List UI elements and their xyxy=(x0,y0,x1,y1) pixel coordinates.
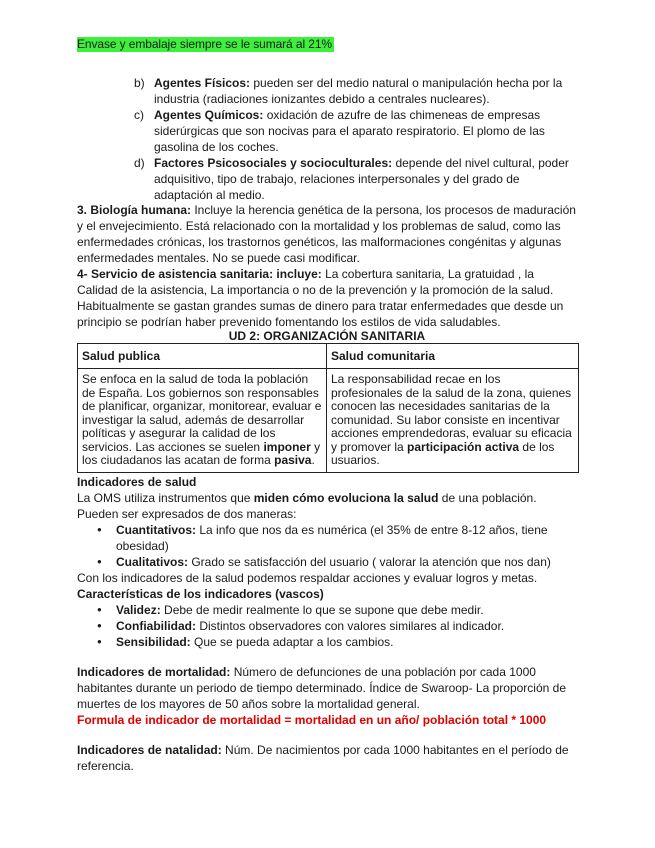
definition: Debe de medir realmente lo que se supone que debe medir. xyxy=(160,603,484,617)
highlight-note xyxy=(77,36,577,52)
table-row xyxy=(78,369,579,473)
bullet-list xyxy=(77,602,577,650)
list-item xyxy=(77,75,577,107)
definition: Número de defunciones de una población por cada 1000 habitantes durante un periodo de tiempo determinado. Índice de Swaroop- La proporción de muertes de los mayores de 50 años sobre la mortalidad general. xyxy=(77,665,566,711)
term: Validez: xyxy=(116,603,161,617)
indicadores-section xyxy=(77,474,577,586)
list-item xyxy=(77,634,577,650)
caracteristicas-section xyxy=(77,586,577,650)
list-marker: c) xyxy=(134,108,144,122)
section-title: UD 2: ORGANIZACIÓN SANITARIA xyxy=(228,329,426,343)
mortalidad-paragraph xyxy=(77,664,577,712)
term: Factores Psicosociales y socioculturales: xyxy=(154,156,393,170)
cell-text: La responsabilidad recae en los profesionales de la salud de la zona, quienes conocen las necesidades sanitarias de la comunidad. Su labor consiste en incentivar acciones emprendedoras, evaluar su eficacia y promover la xyxy=(331,372,572,454)
list-item xyxy=(77,155,577,203)
table-header-row xyxy=(78,344,579,369)
term: Agentes Físicos: xyxy=(154,76,251,90)
term: Agentes Químicos: xyxy=(154,108,264,122)
table-cell xyxy=(78,369,327,473)
list-item xyxy=(77,554,577,570)
bold-text: miden cómo evoluciona la salud xyxy=(253,491,439,505)
definition: La cobertura sanitaria, La gratuidad , la Calidad de la asistencia, La importancia o no de la prevención y la promoción de la salud. Habitualmente se gastan grandes sumas de dinero para tratar enfermedades que desde un principio se podrían haber prevenido fomentando los estilos de vida saludables. xyxy=(77,267,564,329)
closing-paragraph: Con los indicadores de la salud podemos respaldar acciones y evaluar logros y metas. xyxy=(77,571,538,585)
text: La OMS utiliza instrumentos que xyxy=(77,491,254,505)
definition: Que se pueda adaptar a los cambios. xyxy=(190,635,394,649)
mortalidad-formula: Formula de indicador de mortalidad = mortalidad en un año/ población total * 1000 xyxy=(77,713,547,727)
header-cell: Salud comunitaria xyxy=(327,344,579,369)
agents-list xyxy=(77,75,577,203)
comparison-table xyxy=(77,343,579,473)
term: Confiabilidad: xyxy=(116,619,196,633)
section-heading: Indicadores de salud xyxy=(77,475,197,489)
cell-bold: imponer xyxy=(263,439,311,454)
term: Cualitativos: xyxy=(116,555,189,569)
bullet-list xyxy=(77,522,577,570)
list-marker: d) xyxy=(134,156,145,170)
definition: pueden ser del medio natural o manipulación hecha por la industria (radiaciones ionizantes debido a centrales nucleares). xyxy=(154,76,563,106)
highlighted-text: Envase y embalaje siempre se le sumará al 21% xyxy=(77,37,332,51)
term: Indicadores de mortalidad: xyxy=(77,665,231,679)
term: Indicadores de natalidad: xyxy=(77,743,222,757)
table-cell xyxy=(327,369,579,473)
definition: Incluye la herencia genética de la persona, los procesos de maduración y el envejecimiento. Está relacionado con la mortalidad y los problemas de salud, como las enfermedades crónicas, los trastornos genéticos, las malformaciones congénitas y algunas enfermedades mentales. No se puede casi modificar. xyxy=(77,203,576,265)
definition: Distintos observadores con valores similares al indicador. xyxy=(196,619,505,633)
term: 3. Biología humana: xyxy=(77,203,192,217)
definition: Grado se satisfacción del usuario ( valorar la atención que nos dan) xyxy=(188,555,551,569)
servicio-paragraph xyxy=(77,266,577,330)
header-cell: Salud publica xyxy=(78,344,327,369)
intro-paragraph xyxy=(77,490,577,522)
list-item xyxy=(77,522,577,554)
definition: La info que nos da es numérica (el 35% de entre 8-12 años, tiene obesidad) xyxy=(116,523,548,553)
text: de una población. Pueden ser expresados de dos maneras: xyxy=(77,491,537,521)
biologia-paragraph xyxy=(77,202,577,266)
list-item xyxy=(77,107,577,155)
term: Sensibilidad: xyxy=(116,635,191,649)
definition: oxidación de azufre de las chimeneas de empresas siderúrgicas que son nocivas para el aparato respiratorio. El plomo de las gasolina de los coches. xyxy=(154,108,545,154)
definition: depende del nivel cultural, poder adquisitivo, tipo de trabajo, relaciones interpersonales y del grado de adaptación al medio. xyxy=(154,156,569,202)
cell-text: y los ciudadanos las acatan de forma xyxy=(82,439,321,467)
cell-text: Se enfoca en la salud de toda la población de España. Los gobiernos son responsables de planificar, organizar, monitorear, evaluar e investigar la salud, además de desarrollar políticas y asegurar la calidad de los servicios. Las acciones se suelen xyxy=(82,372,322,454)
definition: Núm. De nacimientos por cada 1000 habitantes en el período de referencia. xyxy=(77,743,569,773)
list-item xyxy=(77,618,577,634)
list-item xyxy=(77,602,577,618)
term: 4- Servicio de asistencia sanitaria: incluye: xyxy=(77,267,322,281)
cell-text: . xyxy=(311,453,315,467)
comparison-table-wrap xyxy=(77,343,577,473)
section-heading: Características de los indicadores (vascos) xyxy=(77,587,324,601)
natalidad-paragraph xyxy=(77,742,577,774)
term: Cuantitativos: xyxy=(116,523,197,537)
mortalidad-section xyxy=(77,664,577,728)
cell-bold: pasiva xyxy=(274,453,312,467)
cell-bold: participación activa xyxy=(407,439,520,454)
cell-text: de los usuarios. xyxy=(331,439,555,467)
list-marker: b) xyxy=(134,76,145,90)
